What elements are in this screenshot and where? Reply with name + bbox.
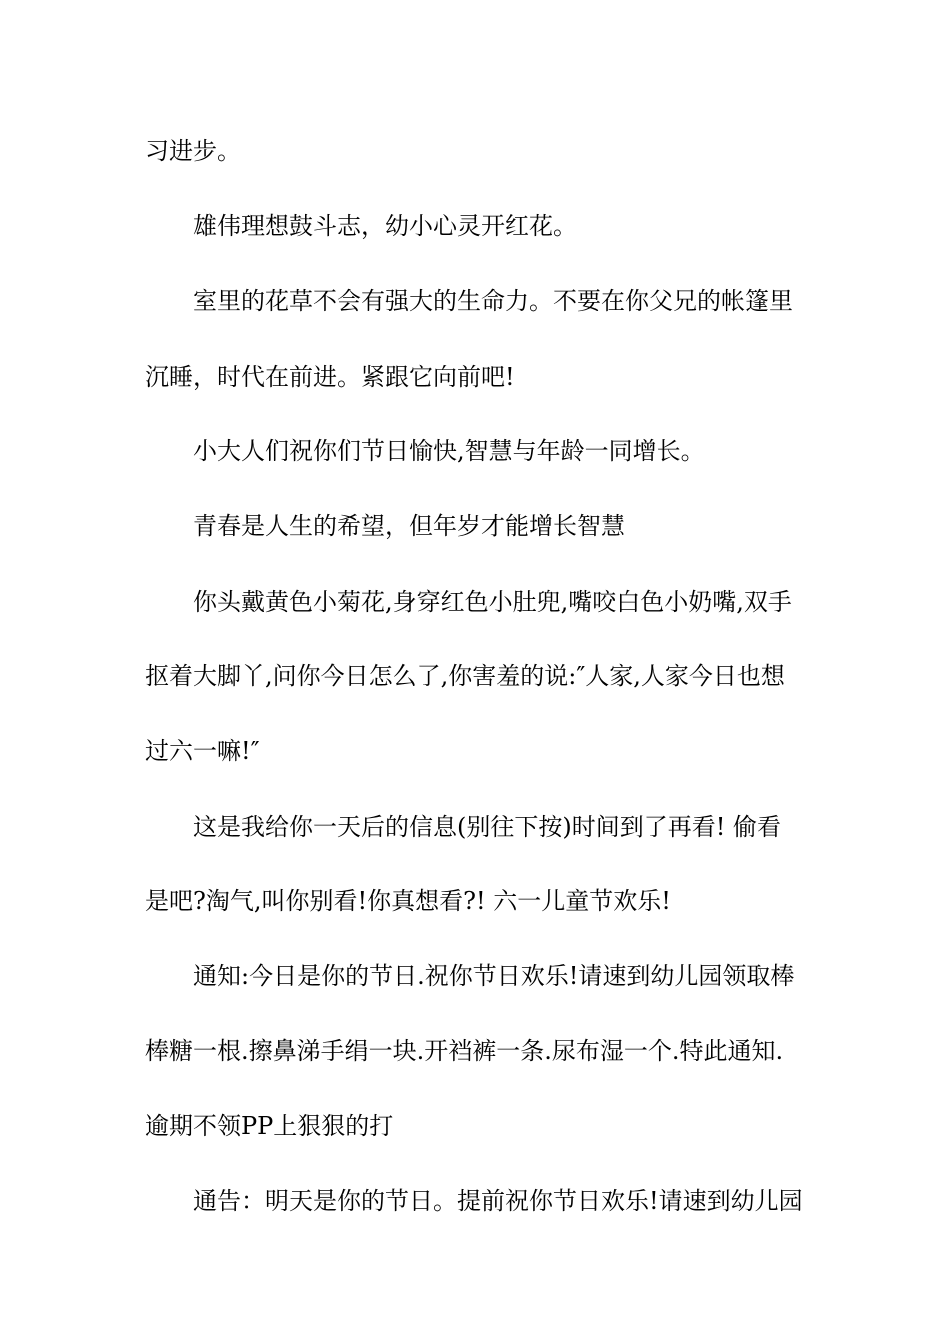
text-line-10: 这是我给你一天后的信息(别往下按)时间到了再看! 偷看 (193, 813, 781, 841)
text-line-13: 棒糖一根.擦鼻涕手绢一块.开裆裤一条.尿布湿一个.特此通知. (145, 1037, 784, 1065)
text-line-2: 雄伟理想鼓斗志，幼小心灵开红花。 (193, 212, 577, 240)
text-line-12: 通知:今日是你的节日.祝你节日欢乐!请速到幼儿园领取棒 (193, 962, 795, 990)
text-line-8: 抠着大脚丫,问你今日怎么了,你害羞的说:″人家,人家今日也想 (145, 662, 785, 690)
text-line-11: 是吧?淘气,叫你别看!你真想看?! 六一儿童节欢乐! (145, 887, 671, 915)
text-line-14: 逾期不领PP上狠狠的打 (145, 1112, 394, 1140)
text-line-3: 室里的花草不会有强大的生命力。不要在你父兄的帐篷里 (193, 287, 793, 315)
text-line-15: 通告：明天是你的节日。提前祝你节日欢乐!请速到幼儿园 (193, 1187, 803, 1215)
text-line-7: 你头戴黄色小菊花,身穿红色小肚兜,嘴咬白色小奶嘴,双手 (193, 588, 792, 616)
text-line-5: 小大人们祝你们节日愉快,智慧与年龄一同增长。 (193, 437, 705, 465)
text-line-4: 沉睡，时代在前进。紧跟它向前吧! (145, 363, 515, 391)
text-line-6: 青春是人生的希望，但年岁才能增长智慧 (193, 512, 625, 540)
text-line-1: 习进步。 (145, 137, 241, 165)
text-line-9: 过六一嘛!″ (145, 737, 260, 765)
